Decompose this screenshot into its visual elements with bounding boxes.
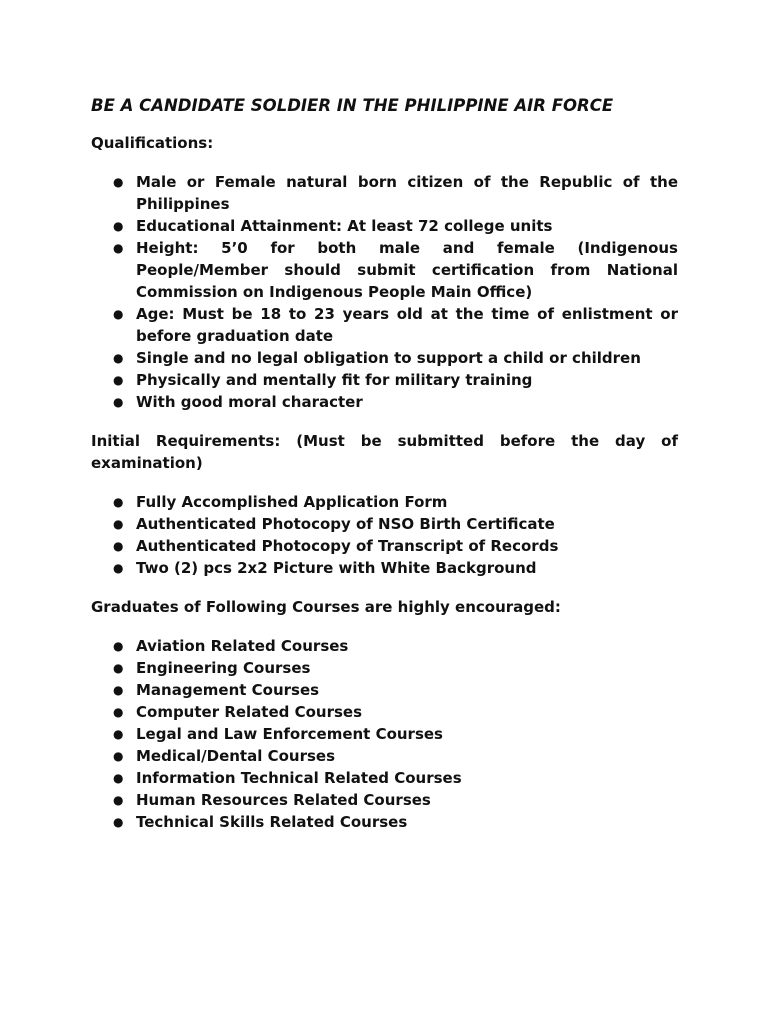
bullet-icon: ● bbox=[113, 815, 124, 829]
list-item: ● With good moral character bbox=[113, 393, 363, 411]
bullet-icon: ● bbox=[113, 561, 124, 575]
bullet-icon: ● bbox=[113, 683, 124, 697]
document-page bbox=[91, 94, 678, 850]
qualifications-heading: Qualifications: bbox=[91, 134, 214, 152]
list-item: ● Two (2) pcs 2x2 Picture with White Background bbox=[113, 559, 537, 577]
list-item: ● Computer Related Courses bbox=[113, 703, 363, 721]
bullet-icon: ● bbox=[113, 307, 124, 321]
courses-heading: Graduates of Following Courses are highly encouraged: bbox=[91, 598, 561, 616]
bullet-icon: ● bbox=[113, 749, 124, 763]
list-item: ● Male or Female natural born citizen of the Republic of the Philippines bbox=[113, 173, 678, 213]
bullet-icon: ● bbox=[113, 705, 124, 719]
list-item: ● Legal and Law Enforcement Courses bbox=[113, 725, 443, 743]
list-item: ● Medical/Dental Courses bbox=[113, 747, 335, 765]
bullet-icon: ● bbox=[113, 219, 124, 233]
list-item: ● Human Resources Related Courses bbox=[113, 791, 431, 809]
bullet-icon: ● bbox=[113, 771, 124, 785]
bullet-icon: ● bbox=[113, 727, 124, 741]
list-item: ● Age: Must be 18 to 23 years old at the time of enlistment or before graduation date bbox=[113, 305, 678, 345]
list-item: ● Information Technical Related Courses bbox=[113, 769, 462, 787]
bullet-icon: ● bbox=[113, 175, 124, 189]
bullet-icon: ● bbox=[113, 241, 124, 255]
bullet-icon: ● bbox=[113, 639, 124, 653]
bullet-icon: ● bbox=[113, 539, 124, 553]
bullet-icon: ● bbox=[113, 373, 124, 387]
qualifications-list bbox=[91, 171, 678, 413]
bullet-icon: ● bbox=[113, 793, 124, 807]
list-item: ● Authenticated Photocopy of NSO Birth Certificate bbox=[113, 515, 555, 533]
requirements-heading: Initial Requirements: (Must be submitted before the day of examination) bbox=[91, 432, 678, 472]
bullet-icon: ● bbox=[113, 351, 124, 365]
list-item: ● Technical Skills Related Courses bbox=[113, 813, 408, 831]
bullet-icon: ● bbox=[113, 395, 124, 409]
list-item: ● Single and no legal obligation to support a child or children bbox=[113, 349, 641, 367]
document-title: BE A CANDIDATE SOLDIER IN THE PHILIPPINE AIR FORCE bbox=[91, 96, 614, 115]
list-item: ● Aviation Related Courses bbox=[113, 637, 349, 655]
bullet-icon: ● bbox=[113, 517, 124, 531]
list-item: ● Height: 5’0 for both male and female (Indigenous People/Member should submit certification from National Commission on Indigenous People Main Office) bbox=[113, 239, 678, 301]
bullet-icon: ● bbox=[113, 661, 124, 675]
list-item: ● Engineering Courses bbox=[113, 659, 311, 677]
bullet-icon: ● bbox=[113, 495, 124, 509]
list-item: ● Educational Attainment: At least 72 college units bbox=[113, 217, 553, 235]
list-item: ● Authenticated Photocopy of Transcript of Records bbox=[113, 537, 559, 555]
requirements-list bbox=[91, 491, 678, 579]
list-item: ● Management Courses bbox=[113, 681, 320, 699]
list-item: ● Physically and mentally fit for military training bbox=[113, 371, 533, 389]
courses-list bbox=[91, 635, 678, 833]
list-item: ● Fully Accomplished Application Form bbox=[113, 493, 448, 511]
